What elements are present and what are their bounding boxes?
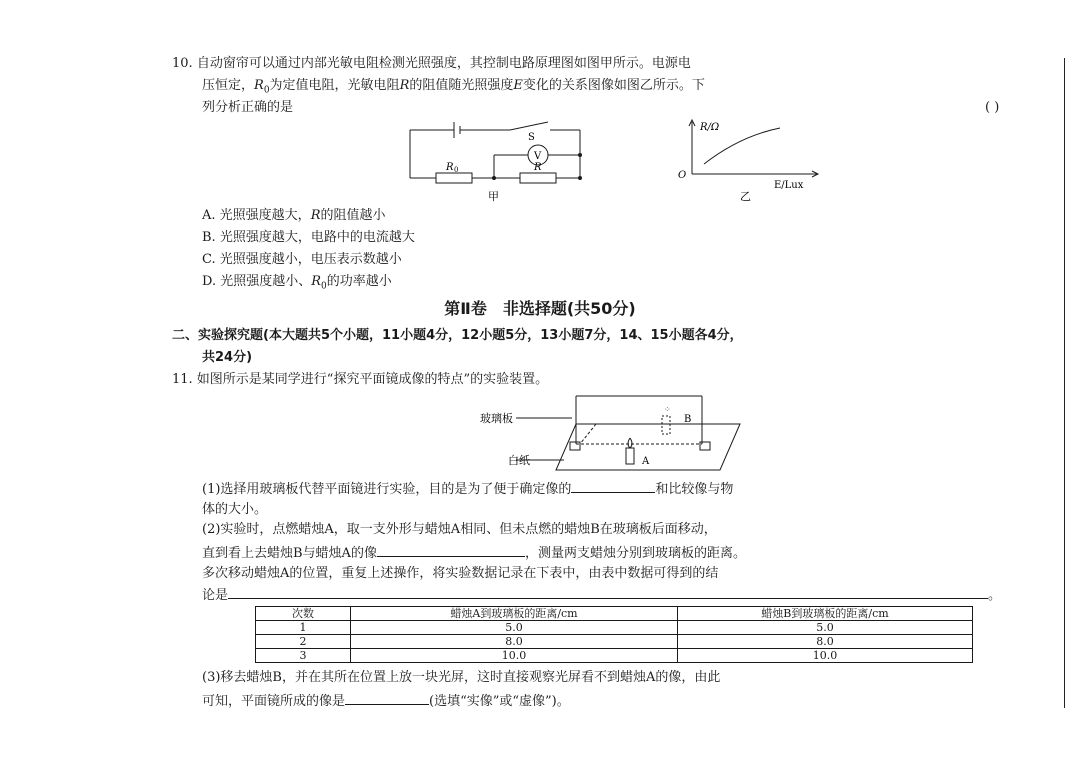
candle-a (626, 448, 634, 464)
graph-ylabel: R/Ω (700, 122, 720, 133)
voltmeter-label: V (534, 151, 542, 162)
table-cell: 2 (256, 635, 351, 649)
caption-yi: 乙 (740, 190, 751, 203)
table-header: 蜡烛B到玻璃板的距离/cm (678, 607, 973, 621)
r-e-curve (704, 128, 780, 164)
r-label: R (534, 162, 542, 173)
table-cell: 8.0 (351, 635, 678, 649)
table-row (256, 635, 973, 649)
circuit-diagram (400, 118, 600, 206)
svg-text:⁘: ⁘ (664, 405, 671, 414)
glass-stand-left (570, 442, 580, 450)
table-cell: 5.0 (678, 621, 973, 635)
candle-flame (628, 438, 632, 448)
caption-jia: 甲 (488, 190, 499, 203)
resistor-r (520, 173, 556, 183)
label-candle-b: B (684, 414, 692, 425)
option-b[interactable]: B. 光照强度越大，电路中的电流越大 (202, 230, 415, 245)
section-title: 第Ⅱ卷 非选择题(共50分) (444, 299, 636, 318)
q11-p1-line2: 体的大小。 (202, 502, 268, 517)
table-header: 蜡烛A到玻璃板的距离/cm (351, 607, 678, 621)
q10-text-line1: 自动窗帘可以通过内部光敏电阻检测光照强度，其控制电路原理图如图甲所示。电源电 (196, 56, 691, 71)
r0-label: R (446, 162, 454, 173)
table-header-row (256, 607, 973, 621)
q11-p3-line1: (3)移去蜡烛B，并在其所在位置上放一块光屏，这时直接观察光屏看不到蜡烛A的像，由此 (202, 670, 721, 685)
label-white-paper: 白纸 (508, 454, 530, 467)
page-right-border (1064, 58, 1065, 708)
r0-symbol: R (254, 78, 264, 93)
q10-line1 (172, 54, 691, 74)
table-cell: 10.0 (678, 649, 973, 663)
blank-2[interactable] (377, 542, 525, 557)
q10-line2: 压恒定，$R_0$为定值电阻，光敏电阻R的阻值随光照强度E变化的关系图像如图乙所示。下 (202, 78, 705, 96)
plane-mirror-experiment-figure (480, 392, 760, 474)
blank-4[interactable] (345, 690, 429, 705)
table-row (256, 621, 973, 635)
table-cell: 10.0 (351, 649, 678, 663)
table-header: 次数 (256, 607, 351, 621)
data-table (255, 606, 973, 663)
q11-p1-line1: (1)选择用玻璃板代替平面镜进行实验，目的是为了便于确定像的 和比较像与物 (202, 478, 733, 500)
table-cell: 8.0 (678, 635, 973, 649)
q11-intro: 11. 如图所示是某同学进行“探究平面镜成像的特点”的实验装置。 (172, 372, 549, 387)
q11-p3-line2: 可知，平面镜所成的像是 (选填“实像”或“虚像”)。 (202, 690, 570, 712)
e-symbol: E (513, 78, 523, 93)
table-row (256, 649, 973, 663)
graph-origin: O (678, 170, 687, 181)
switch-blade (510, 122, 548, 130)
q11-p2-line2: 直到看上去蜡烛B与蜡烛A的像 ，测量两支蜡烛分别到玻璃板的距离。 (202, 542, 746, 564)
q11-p2-line3: 多次移动蜡烛A的位置，重复上述操作，将实验数据记录在下表中，由表中数据可得到的结 (202, 566, 719, 581)
r-symbol: R (399, 78, 410, 93)
table-cell: 5.0 (351, 621, 678, 635)
svg-text:0: 0 (454, 166, 459, 174)
resistance-vs-illuminance-graph (670, 116, 830, 204)
answer-paren: ( ) (985, 100, 1000, 115)
q11-p2-line1: (2)实验时，点燃蜡烛A，取一支外形与蜡烛A相同、但未点燃的蜡烛B在玻璃板后面移动， (202, 522, 717, 537)
option-a[interactable]: A. 光照强度越大，R的阻值越小 (202, 208, 386, 223)
option-d[interactable]: D. 光照强度越小、$R_0$的功率越小 (202, 274, 392, 292)
q10-line3: 列分析正确的是 (202, 100, 294, 115)
q11-p2-line4: 论是 。 (202, 584, 1001, 606)
table-cell: 1 (256, 621, 351, 635)
label-glass-plate: 玻璃板 (480, 412, 513, 425)
resistor-r0 (436, 173, 472, 183)
switch-label: S (528, 132, 535, 143)
graph-xlabel: E/Lux (774, 180, 804, 191)
q10-number: 10. (172, 56, 193, 71)
part-heading-line2: 共24分) (202, 350, 253, 365)
label-candle-a: A (642, 456, 650, 467)
blank-3[interactable] (228, 584, 988, 599)
table-cell: 3 (256, 649, 351, 663)
part-heading-line1: 二、实验探究题(本大题共5个小题，11小题4分，12小题5分，13小题7分，14、15小题各4分， (172, 328, 743, 343)
blank-1[interactable] (571, 478, 655, 493)
option-c[interactable]: C. 光照强度越小，电压表示数越小 (202, 252, 402, 267)
candle-b (662, 416, 670, 434)
